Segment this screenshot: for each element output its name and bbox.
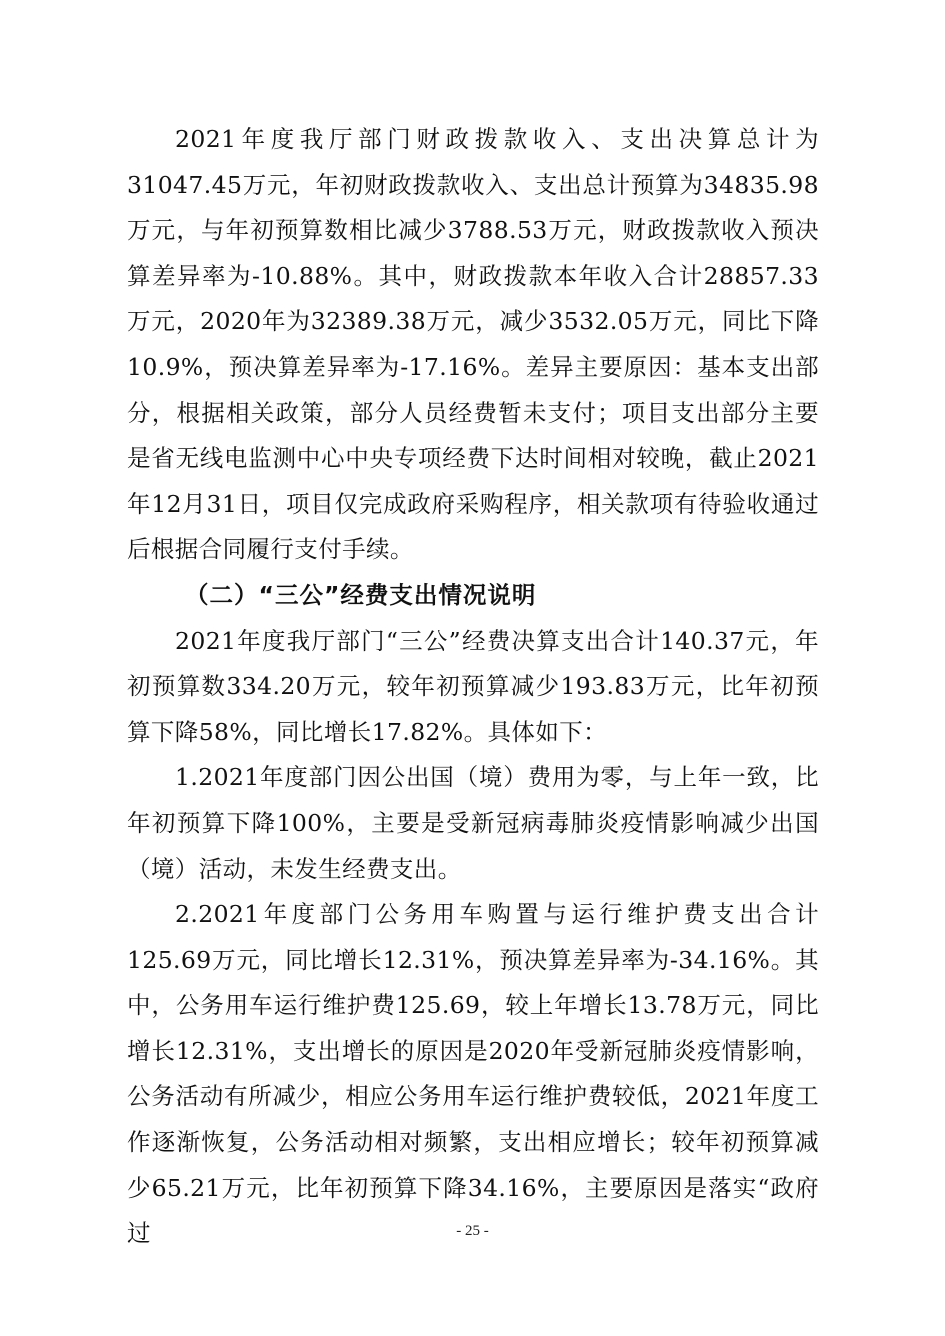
section-heading-three-public-expenses: （二）“三公”经费支出情况说明	[185, 580, 537, 609]
paragraph-official-vehicles: 2.2021年度部门公务用车购置与运行维护费支出合计125.69万元，同比增长12.31%，预决算差异率为-34.16%。其中，公务用车运行维护费125.69，较上年增长13.78万元，同比增长12.31%，支出增长的原因是2020年受新冠肺炎疫情影响，公务活动有所减少，相应公务用车运行维护费较低，2021年度工作逐渐恢复，公务活动相对频繁，支出相应增长；较年初预算减少65.21万元，比年初预算下降34.16%，主要原因是落实“政府过	[127, 900, 819, 1248]
paragraph-fiscal-appropriation-summary: 2021年度我厅部门财政拨款收入、支出决算总计为31047.45万元，年初财政拨款收入、支出总计预算为34835.98万元，与年初预算数相比减少3788.53万元，财政拨款收入预决算差异率为-10.88%。其中，财政拨款本年收入合计28857.33万元，2020年为32389.38万元，减少3532.05万元，同比下降10.9%，预决算差异率为-17.16%。差异主要原因：基本支出部分，根据相关政策，部分人员经费暂未支付；项目支出部分主要是省无线电监测中心中央专项经费下达时间相对较晚，截止2021年12月31日，项目仅完成政府采购程序，相关款项有待验收通过后根据合同履行支付手续。	[127, 125, 819, 564]
paragraph-overseas-travel: 1.2021年度部门因公出国（境）费用为零，与上年一致，比年初预算下降100%，主要是受新冠病毒肺炎疫情影响减少出国（境）活动，未发生经费支出。	[127, 763, 819, 883]
paragraph-three-public-total: 2021年度我厅部门“三公”经费决算支出合计140.37元，年初预算数334.20万元，较年初预算减少193.83万元，比年初预算下降58%，同比增长17.82%。具体如下：	[127, 626, 819, 746]
document-page	[127, 117, 819, 1257]
page-number: - 25 -	[456, 1223, 489, 1239]
